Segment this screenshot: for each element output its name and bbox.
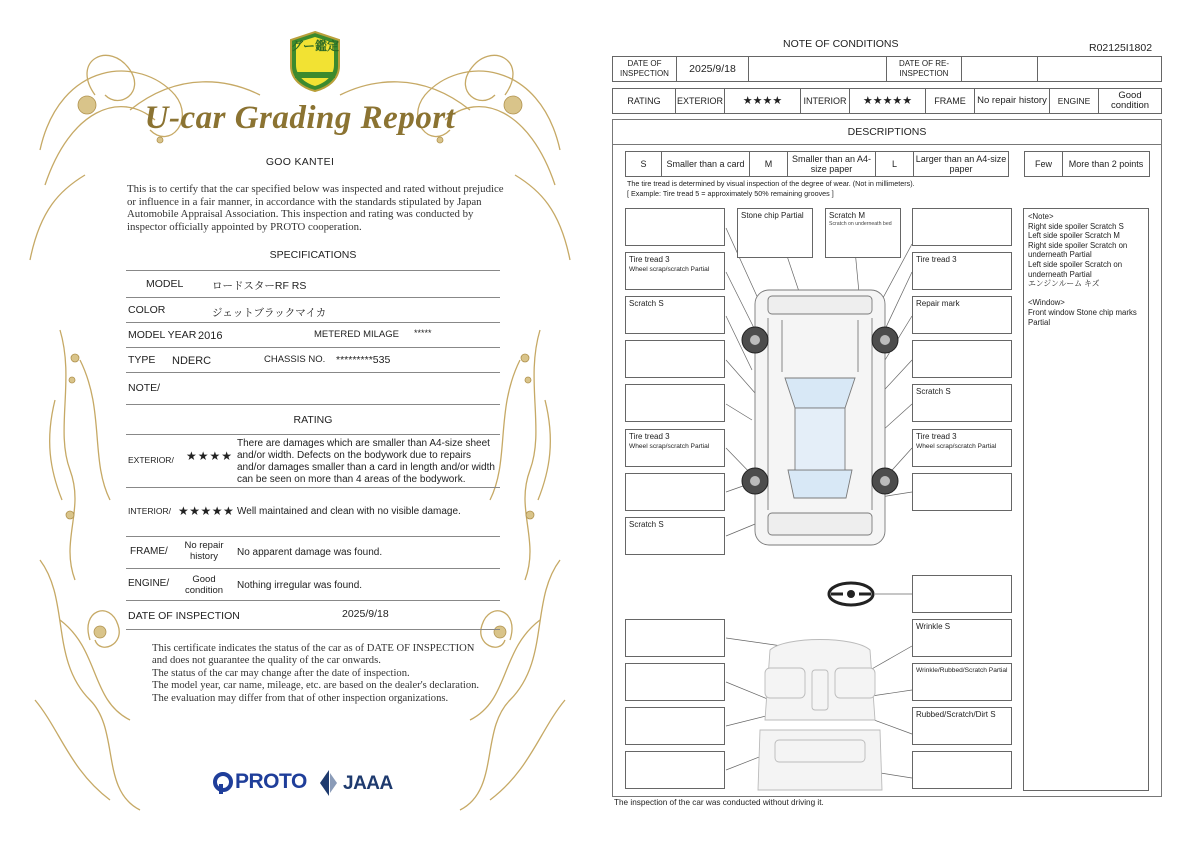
condition-text: Tire tread 3 [629, 432, 670, 441]
proto-brand: PROTO [235, 770, 307, 793]
descriptions-heading: DESCRIPTIONS [612, 119, 1162, 145]
sheet-title: NOTE OF CONDITIONS [783, 38, 899, 50]
note-line: <Window> [1028, 298, 1065, 308]
exterior-rating-row [126, 435, 500, 488]
condition-subtext: Scratch on underneath bed [829, 221, 892, 227]
frame-rating-row [126, 537, 500, 569]
note-line: Left side spoiler Scratch M [1028, 231, 1120, 241]
frame-value: No repair history [975, 89, 1050, 114]
type-value: NDERC [172, 355, 212, 367]
chassis-value: *********535 [336, 354, 391, 366]
condition-box [625, 751, 725, 789]
engine-description: Nothing irregular was found. [237, 580, 363, 591]
condition-text: Scratch M [829, 211, 866, 220]
model-label: MODEL [146, 278, 184, 290]
frame-description: No apparent damage was found. [237, 547, 383, 558]
note-line: <Note> [1028, 212, 1054, 221]
condition-box [912, 751, 1012, 789]
condition-box-scratch [912, 384, 1012, 422]
condition-box [625, 340, 725, 378]
note-line: Left side spoiler Scratch on underneath Partial [1028, 259, 1123, 279]
condition-box-stone-chip [737, 208, 813, 258]
condition-box-wrinkle-rubbed [912, 663, 1012, 701]
condition-box [625, 384, 725, 422]
condition-box [625, 208, 725, 246]
note-label: NOTE/ [128, 382, 161, 394]
note-spacer [1028, 289, 1144, 299]
notes-panel [1023, 208, 1149, 791]
date-of-inspection-label: DATE OF INSPECTION [613, 57, 677, 82]
rating-heading: RATING [293, 414, 333, 426]
condition-box [625, 473, 725, 511]
frame-label: FRAME [926, 89, 975, 114]
note-line: Right side spoiler Scratch on underneath Partial [1028, 240, 1128, 260]
legend-m: M [750, 152, 788, 177]
condition-box-scratch [625, 296, 725, 334]
legend-l-desc: Larger than an A4-size paper [914, 152, 1009, 177]
color-value: ジェットブラックマイカ [212, 307, 327, 319]
type-label: TYPE [128, 354, 156, 366]
condition-text: Rubbed/Scratch/Dirt S [916, 710, 996, 719]
legend-few: Few [1025, 152, 1063, 177]
interior-rating-row [126, 488, 500, 537]
condition-box [625, 619, 725, 657]
condition-box [912, 473, 1012, 511]
legend-s: S [626, 152, 662, 177]
engine-label: ENGINE/ [128, 578, 170, 589]
condition-text: Wrinkle S [916, 622, 951, 631]
inspection-footnote: The inspection of the car was conducted without driving it. [614, 798, 824, 807]
frame-value: No repair history [184, 540, 224, 562]
condition-subtext: Wheel scrap/scratch Partial [916, 443, 997, 450]
exterior-stars: ★★★★ [186, 449, 234, 463]
engine-value: Good condition [1099, 89, 1162, 114]
condition-text: Tire tread 3 [629, 255, 670, 264]
model-year-value: 2016 [198, 330, 223, 342]
condition-box [625, 707, 725, 745]
chassis-label: CHASSIS NO. [264, 354, 326, 365]
tread-note-line: [ Example: Tire tread 5 = approximately 50% remaining grooves ] [627, 188, 834, 198]
metered-milage-label: METERED MILAGE [314, 329, 399, 340]
condition-box [912, 575, 1012, 613]
condition-box-front-right-tire [912, 429, 1012, 467]
engine-label: ENGINE [1050, 89, 1099, 114]
exterior-description: There are damages which are smaller than A4-size sheet and/or width. Defects on the bodywork due to repairs and/or damages smaller than a card in length and/or width can be seen on more than 4 areas of the bodywork. [237, 438, 495, 485]
condition-text: Scratch S [916, 387, 951, 396]
inspection-date-value: 2025/9/18 [342, 608, 389, 620]
interior-stars: ★★★★★ [850, 89, 926, 114]
note-line: Front window Stone chip marks Partial [1028, 307, 1137, 327]
condition-text: Tire tread 3 [916, 255, 957, 264]
metered-milage-value: ***** [414, 328, 432, 338]
badge-text: グー鑑定 [290, 39, 339, 53]
disclaimer-line: The model year, car name, mileage, etc. are based on the dealer's declaration. [152, 680, 480, 692]
condition-box-scratch [625, 517, 725, 555]
condition-box-repair-mark [912, 296, 1012, 334]
exterior-label: EXTERIOR/ [128, 455, 174, 465]
note-of-conditions-sheet [600, 0, 1200, 848]
document-number: R02125I1802 [1089, 42, 1153, 54]
condition-box-wrinkle [912, 619, 1012, 657]
condition-text: Scratch S [629, 299, 664, 308]
condition-text: Stone chip Partial [741, 211, 804, 220]
condition-text: Wrinkle/Rubbed/Scratch Partial [916, 667, 1008, 674]
note-line: エンジンルーム キズ [1028, 279, 1100, 289]
proto-logo-icon [213, 772, 233, 794]
report-subtitle: GOO KANTEI [265, 156, 335, 168]
color-row [126, 298, 500, 323]
condition-box-scratch-m [825, 208, 901, 258]
jaaa-brand: JAAA [343, 773, 393, 794]
date-of-inspection-value: 2025/9/18 [677, 57, 749, 82]
legend-l: L [876, 152, 914, 177]
engine-rating-row [126, 569, 500, 601]
legend-few-desc: More than 2 points [1063, 152, 1150, 177]
certification-statement: This is to certify that the car specified below was inspected and rated without prejudice or influence in a fair manner, in accordance with the standards stipulated by Japan Automobile Appraisal Association. This inspection and rating was conducted by inspector officially appointed by PROTO cooperation. [127, 183, 504, 233]
condition-box [912, 208, 1012, 246]
condition-subtext: Wheel scrap/scratch Partial [629, 266, 710, 273]
rating-label: RATING [613, 89, 676, 114]
note-line: Right side spoiler Scratch S [1028, 221, 1124, 231]
legend-s-desc: Smaller than a card [662, 152, 750, 177]
condition-subtext: Wheel scrap/scratch Partial [629, 443, 710, 450]
color-label: COLOR [128, 304, 166, 316]
interior-label: INTERIOR/ [128, 506, 171, 516]
certificate-disclaimer [152, 643, 482, 705]
condition-box-front-left-tire [625, 429, 725, 467]
exterior-label: EXTERIOR [676, 89, 725, 114]
interior-stars: ★★★★★ [178, 504, 235, 518]
exterior-stars: ★★★★ [725, 89, 801, 114]
interior-label: INTERIOR [801, 89, 850, 114]
disclaimer-line: The evaluation may differ from that of other inspection organizations. [152, 692, 449, 704]
report-title: U-car Grading Report [144, 100, 456, 136]
interior-description: Well maintained and clean with no visible damage. [237, 506, 461, 517]
inspection-date-label: DATE OF INSPECTION [128, 610, 240, 622]
model-year-row [126, 323, 500, 348]
disclaimer-line: This certificate indicates the status of the car as of DATE OF INSPECTION and does not guarantee the quality of the car onwards. [152, 643, 475, 667]
engine-value: Good condition [184, 574, 224, 596]
jaaa-logo-icon [318, 770, 340, 796]
type-row [126, 348, 500, 373]
model-year-label: MODEL YEAR [128, 329, 197, 341]
model-row [126, 271, 500, 298]
model-value: ロードスターRF RS [212, 280, 307, 292]
condition-text: Scratch S [629, 520, 664, 529]
disclaimer-line: The status of the car may change after the date of inspection. [152, 667, 410, 679]
condition-box [912, 340, 1012, 378]
note-row [126, 373, 500, 405]
specifications-heading: SPECIFICATIONS [269, 249, 357, 261]
frame-label: FRAME/ [130, 546, 168, 557]
condition-box-rubbed-dirt [912, 707, 1012, 745]
date-of-reinspection-label: DATE OF RE-INSPECTION [887, 57, 962, 82]
inspection-date-row [126, 601, 500, 630]
condition-box-rear-left-tire [625, 252, 725, 290]
condition-text: Repair mark [916, 299, 960, 308]
condition-text: Tire tread 3 [916, 432, 957, 441]
tread-note-line: The tire tread is determined by visual inspection of the degree of wear. (Not in millimeters). [627, 179, 915, 188]
condition-box [625, 663, 725, 701]
legend-m-desc: Smaller than an A4-size paper [788, 152, 876, 177]
condition-box-rear-right-tire [912, 252, 1012, 290]
